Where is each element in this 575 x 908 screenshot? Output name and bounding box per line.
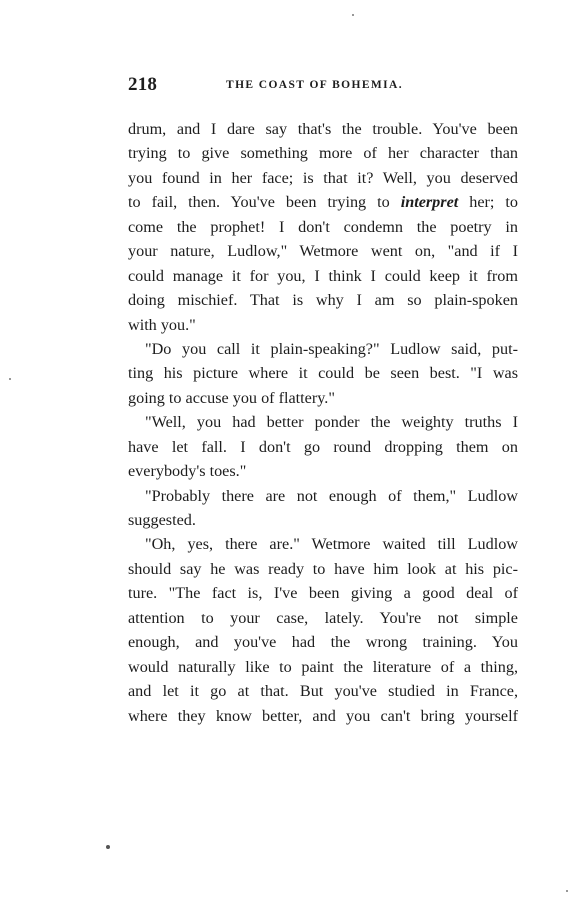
ink-speck-corner (566, 890, 568, 892)
text-line-11: ting his picture where it could be seen best. "I was (128, 364, 518, 383)
text-line-2: trying to give something more of her character than (128, 144, 518, 163)
page-number: 218 (128, 74, 158, 95)
text-line-8: doing mischief. That is why I am so plain-spoken (128, 291, 518, 310)
text-line-17: suggested. (128, 511, 196, 529)
text-line-14: have let fall. I don't go round dropping them on (128, 437, 518, 456)
text-line-15: everybody's toes." (128, 462, 247, 481)
text-line-23: would naturally like to paint the literature of a thing, (128, 657, 518, 676)
body-text (128, 117, 518, 728)
text-line-21: attention to your case, lately. You're not simple (128, 608, 518, 627)
text-line-7: could manage it for you, I think I could keep it from (128, 266, 518, 285)
text-line-4-end: her; to (458, 193, 518, 212)
text-line-4-start: to fail, then. You've been trying to (128, 193, 401, 212)
text-line-6: your nature, Ludlow," Wetmore went on, "and if I (128, 242, 518, 261)
emphasized-word: interpret (400, 193, 459, 212)
text-line-25: where they know better, and you can't bring yourself (128, 706, 518, 725)
text-line-12: going to accuse you of flattery." (128, 388, 335, 407)
page-header (128, 74, 518, 98)
text-line-24: and let it go at that. But you've studied in France, (128, 682, 518, 701)
text-line-22: enough, and you've had the wrong training. You (128, 633, 518, 652)
text-line-3: you found in her face; is that it? Well, you deserved (128, 168, 518, 187)
text-line-4 (128, 190, 518, 214)
ink-speck-bottom (106, 845, 110, 849)
text-line-20: ture. "The fact is, I've been giving a good deal of (128, 584, 518, 603)
text-line-9: with you." (128, 315, 196, 334)
text-line-16: "Probably there are not enough of them," Ludlow (145, 486, 518, 505)
text-line-1: drum, and I dare say that's the trouble. You've been (128, 120, 518, 138)
text-line-18: "Oh, yes, there are." Wetmore waited till Ludlow (145, 535, 518, 554)
text-line-5: come the prophet! I don't condemn the poetry in (128, 217, 518, 236)
text-line-19: should say he was ready to have him look at his pic- (128, 559, 518, 578)
text-line-13: "Well, you had better ponder the weighty truths I (145, 413, 518, 432)
text-line-10: "Do you call it plain-speaking?" Ludlow said, put- (145, 339, 518, 358)
ink-speck-top (352, 14, 354, 16)
ink-speck-left (9, 378, 11, 380)
running-head: THE COAST OF BOHEMIA. (226, 79, 404, 91)
